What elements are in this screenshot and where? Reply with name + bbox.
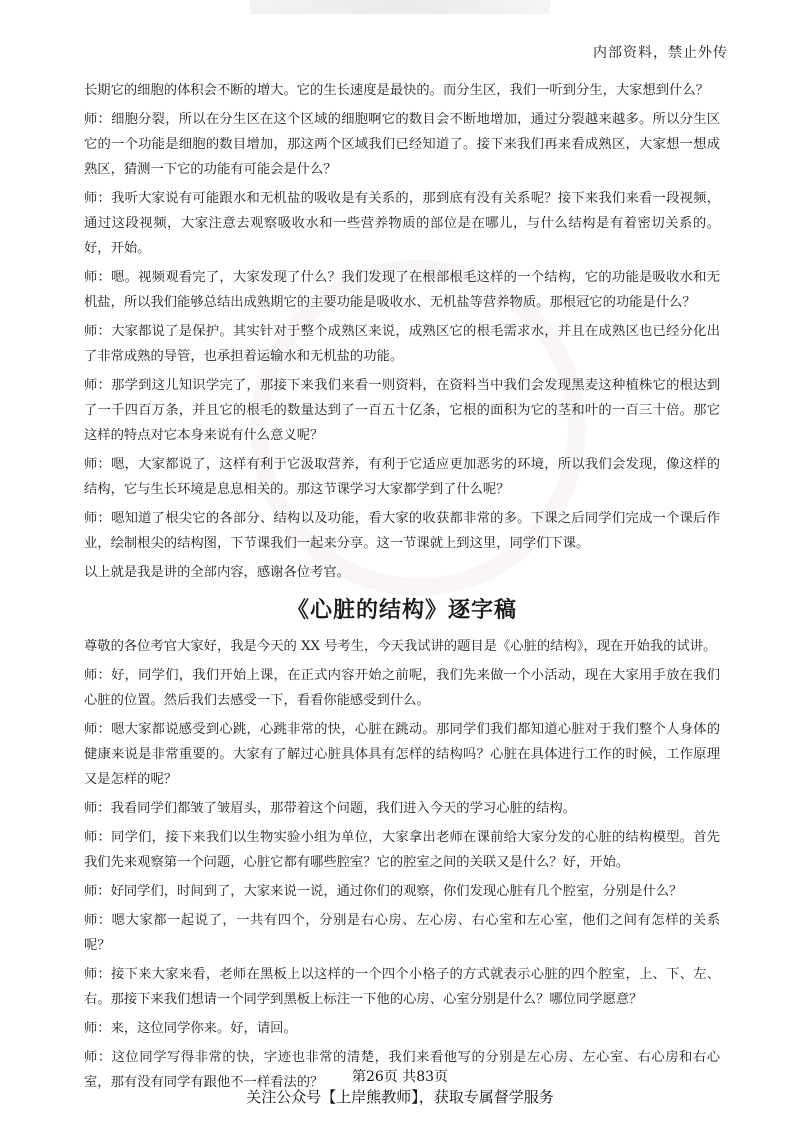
paragraph: 师：好同学们，时间到了，大家来说一说，通过你们的观察，你们发现心脏有几个腔室，分别是什么？ (84, 884, 683, 899)
paragraph: 师：接下来大家来看，老师在黑板上以这样的一个四个小格子的方式就表示心脏的四个腔室，上、下、左、右。那接下来我们想请一个同学到黑板上标注一下他的心房、心室分别是什么？哪位同学愿意？ (84, 967, 720, 1007)
confidential-note: 内部资料，禁止外传 (593, 45, 728, 61)
section-title: 《心脏的结构》逐字稿 (286, 598, 517, 623)
document-body (84, 78, 720, 1099)
paragraph: 师：嗯大家都一起说了，一共有四个，分别是右心房、左心房、右心室和左心室，他们之间有怎样的关系呢？ (84, 913, 720, 953)
paragraph: 师：嗯。视频观看完了，大家发现了什么？我们发现了在根部根毛这样的一个结构，它的功能是吸收水和无机盐，所以我们能够总结出成熟期它的主要功能是吸收水、无机盐等营养物质。那根冠它的功能是什么？ (84, 270, 720, 310)
paragraph: 尊敬的各位考官大家好，我是今天的 XX 号考生，今天我试讲的题目是《心脏的结构》，现在开始我的试讲。 (84, 639, 717, 654)
paragraph: 师：来，这位同学你来。好，请回。 (84, 1021, 297, 1036)
paragraph: 师：那学到这儿知识学完了，那接下来我们来看一则资料，在资料当中我们会发现黑麦这种植株它的根达到了一千四百万条，并且它的根毛的数量达到了一百五十亿条，它根的面积为它的茎和叶的一百三十倍。那它这样的特点对它本身来说有什么意义呢？ (84, 378, 720, 443)
paragraph: 师：好，同学们，我们开始上课，在正式内容开始之前呢，我们先来做一个小活动，现在大家用手放在我们心脏的位置。然后我们去感受一下，看看你能感受到什么。 (84, 668, 720, 708)
paragraph: 师：我听大家说有可能跟水和无机盐的吸收是有关系的，那到底有没有关系呢？接下来我们来看一段视频，通过这段视频，大家注意去观察吸收水和一些营养物质的部位是在哪儿，与什么结构是有着密切关系的。好，开始。 (84, 191, 720, 256)
page-number: 第26页 共83页 (351, 1069, 449, 1085)
paragraph: 师：嗯知道了根尖它的各部分、结构以及功能，看大家的收获都非常的多。下课之后同学们完成一个课后作业，绘制根尖的结构图，下节课我们一起来分享。这一节课就上到这里，同学们下课。 (84, 511, 720, 551)
paragraph: 师：同学们，接下来我们以生物实验小组为单位，大家拿出老师在课前给大家分发的心脏的结构模型。首先我们先来观察第一个问题，心脏它都有哪些腔室？它的腔室之间的关联又是什么？好，开始。 (84, 830, 720, 870)
paragraph: 师：我看同学们都皱了皱眉头，那带着这个问题，我们进入今天的学习心脏的结构。 (84, 801, 576, 816)
paragraph: 师：嗯，大家都说了，这样有利于它汲取营养，有利于它适应更加恶劣的环境，所以我们会发现，像这样的结构，它与生长环境是息息相关的。那这节课学习大家都学到了什么呢？ (84, 457, 720, 497)
paragraph: 师：嗯大家都说感受到心跳，心跳非常的快，心脏在跳动。那同学们我们都知道心脏对于我们整个人身体的健康来说是非常重要的。大家有了解过心脏具体具有怎样的结构吗？心脏在具体进行工作的时候，工作原理又是怎样的呢？ (84, 722, 720, 787)
top-header-strip (250, 0, 550, 14)
paragraph: 以上就是我是讲的全部内容，感谢各位考官。 (84, 565, 350, 580)
paragraph: 师：这位同学写得非常的快，字迹也非常的清楚，我们来看他写的分别是左心房、左心室、右心房和右心室，那有没有同学有跟他不一样看法的？ (84, 1050, 720, 1090)
paragraph: 长期它的细胞的体积会不断的增大。它的生长速度是最快的。而分生区，我们一听到分生，大家想到什么？ (84, 83, 709, 98)
paragraph: 师：大家都说了是保护。其实针对于整个成熟区来说，成熟区它的根毛需求水，并且在成熟区也已经分化出了非常成熟的导管，也承担着运输水和无机盐的功能。 (84, 324, 720, 364)
footer-promo: 关注公众号【上岸熊教师】，获取专属督学服务 (246, 1088, 554, 1106)
paragraph: 师：细胞分裂，所以在分生区在这个区域的细胞啊它的数目会不断地增加，通过分裂越来越多。所以分生区它的一个功能是细胞的数目增加，那这两个区域我们已经知道了。接下来我们再来看成熟区，大家想一想成熟区，猜测一下它的功能有可能会是什么？ (84, 112, 720, 177)
